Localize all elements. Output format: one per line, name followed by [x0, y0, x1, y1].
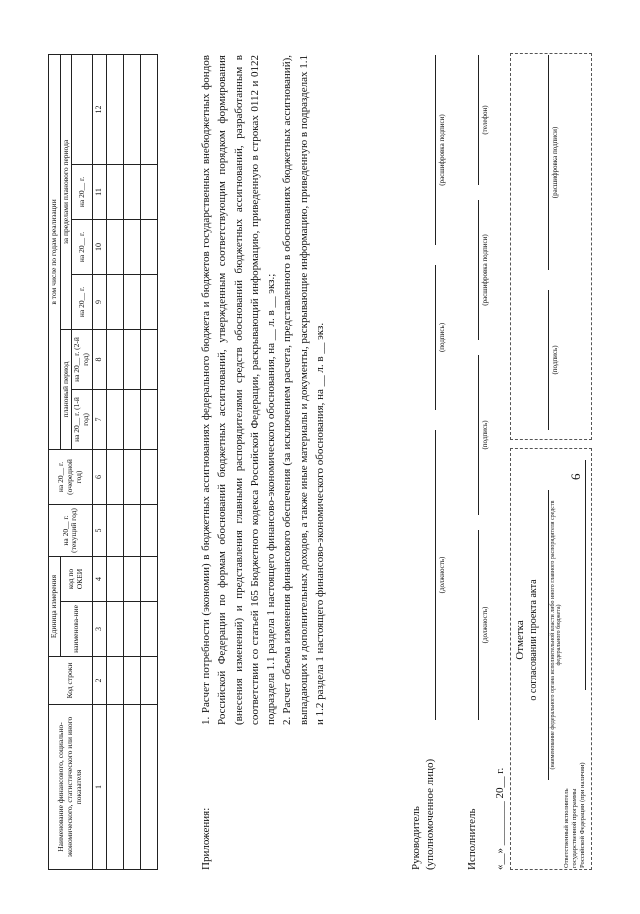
executor-phone-caption: (телефон) — [481, 105, 489, 135]
header-unit-name: наименова-ние — [60, 602, 92, 657]
col-number: 7 — [92, 389, 106, 449]
approval-org-caption: (наименование федерального органа исполнительной власти либо иного главного распорядителя средств федерального бюджета) — [550, 500, 562, 770]
col-number: 2 — [92, 657, 106, 705]
approval-decoding-caption: (расшифровка подписи) — [551, 126, 559, 199]
col-number: 5 — [92, 504, 106, 556]
col-number: 12 — [92, 54, 106, 164]
executor-decoding-caption: (расшифровка подписи) — [481, 234, 489, 306]
header-year-10: на 20__ г. — [72, 219, 92, 274]
header-beyond-period: за пределами планового периода — [60, 54, 72, 329]
header-planned-period: плановый период — [60, 329, 72, 449]
head-signature-line — [435, 265, 436, 410]
executor-phone-line — [478, 55, 479, 185]
date-field: «__» ________ 20__ г. — [494, 767, 506, 870]
approval-stamp-box — [510, 53, 592, 440]
header-plan-year-2: на 20__ г. (2-й год) — [72, 329, 92, 389]
col-number: 3 — [92, 602, 106, 657]
col-number: 4 — [92, 556, 106, 601]
head-signature-caption: (подпись) — [438, 322, 446, 353]
col-number: 9 — [92, 274, 106, 329]
header-by-years: в том числе по годам реализации — [49, 54, 61, 449]
col-number: 11 — [92, 164, 106, 219]
header-plan-year-1: на 20__ г. (1-й год) — [72, 389, 92, 449]
approval-name-line — [585, 460, 586, 690]
header-year-9: на 20__ г. — [72, 274, 92, 329]
rotated-content — [48, 50, 598, 870]
appendix-item-1: 1. Расчет потребности (экономии) в бюджетных ассигнованиях федерального бюджета и бюджетов государственных внебюджетных фондов Российской Федерации по формам обоснований бюджетных ассигнований, утвержденным соответствующим порядком формирования (внесения изменений) и представления главными распорядителями средств обоснований бюджетных ассигнований, разработанным в соответствии со статьей 165 Бюджетного кодекса Российской Федерации, раскрывающий информацию, приведенную в строках 0112 и 0122 подраздела 1.1 раздела 1 настоящего финансово-экономического обоснования, на __ л. в __ экз.; — [200, 55, 278, 725]
approval-title: Отметка — [514, 620, 526, 660]
approval-resp-3: Российской Федерации (при наличии) — [579, 762, 586, 868]
head-sublabel: (уполномоченное лицо) — [424, 758, 436, 870]
appendix-item-2: 2. Расчет объема изменения финансового обеспечения (за исключением расчета, представленного в обоснованиях бюджетных ассигнований), выпадающих и дополнительных доходов, а также иные материалы и документы, раскрывающие информацию, приведенную в подразделах 1.1 и 1.2 раздела 1 настоящего финансово-экономического обоснования, на __ л. в __ экз. — [281, 55, 326, 725]
table-row — [140, 54, 157, 869]
head-decoding-line — [435, 55, 436, 245]
executor-position-caption: (должность) — [481, 606, 489, 644]
page-number: 6 — [568, 473, 583, 480]
col-number: 10 — [92, 219, 106, 274]
head-position-line — [435, 430, 436, 720]
indicators-table — [48, 54, 158, 870]
col-number: 8 — [92, 329, 106, 389]
approval-org-line — [548, 490, 549, 780]
head-position-caption: (должность) — [438, 556, 446, 594]
header-unit: Единица измерения — [49, 556, 61, 656]
executor-label: Исполнитель — [466, 808, 478, 870]
header-name: Наименование финансового, социально-экономического, статистического или иного показателя — [49, 705, 93, 870]
executor-position-line — [478, 530, 479, 720]
header-code: Код строки — [49, 657, 93, 705]
header-next-year: на 20__ г. (очередной год) — [49, 449, 93, 504]
executor-signature-line — [478, 355, 479, 515]
col-number: 6 — [92, 449, 106, 504]
executor-decoding-line — [478, 200, 479, 340]
appendix-label: Приложения: — [200, 807, 212, 870]
col-number: 1 — [92, 705, 106, 870]
table-row — [106, 54, 123, 869]
header-current-year: на 20__ г. (текущий год) — [49, 504, 93, 556]
head-label: Руководитель — [410, 806, 422, 870]
approval-subtitle: о согласовании проекта акта — [528, 579, 539, 701]
approval-resp-2: государственной программы — [571, 788, 578, 868]
approval-resp-1: Ответственный исполнитель — [563, 788, 570, 868]
header-year-11: на 20__ г. — [72, 164, 92, 219]
header-unit-okei: код по ОКЕИ — [60, 556, 92, 601]
approval-signature-caption: (подпись) — [551, 345, 559, 375]
table-row — [123, 54, 140, 869]
head-decoding-caption: (расшифровка подписи) — [438, 114, 446, 186]
executor-signature-caption: (подпись) — [481, 420, 489, 450]
header-year-12 — [72, 54, 92, 164]
